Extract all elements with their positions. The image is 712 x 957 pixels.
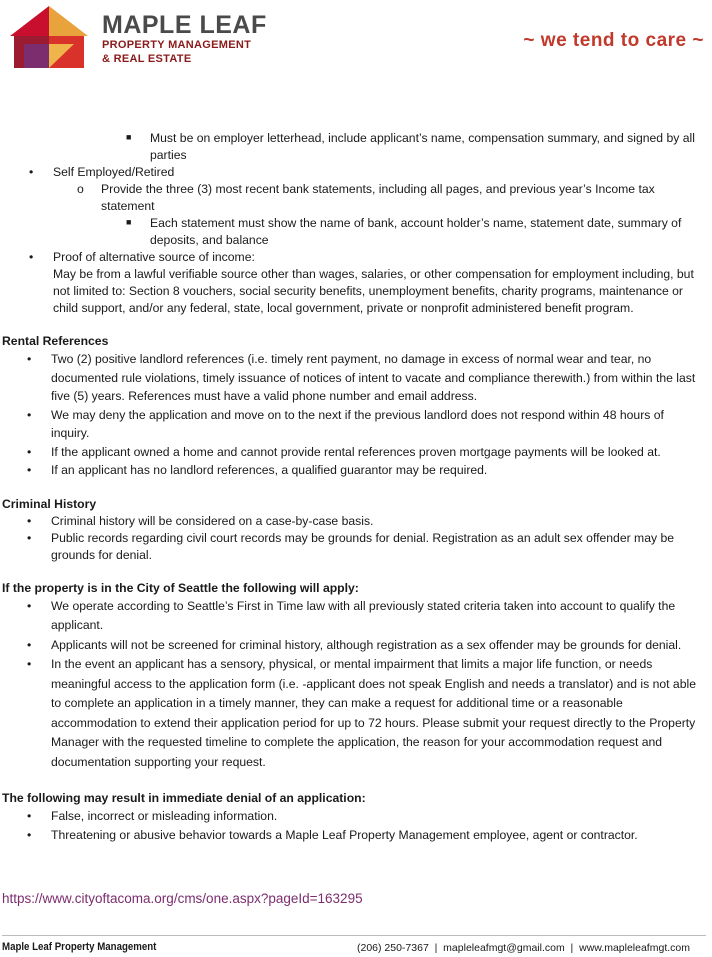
brand-line-2: & REAL ESTATE <box>102 53 192 65</box>
list-item: • False, incorrect or misleading information. <box>2 807 702 826</box>
list-item: • Proof of alternative source of income: May be from a lawful verifiable source other than wages, salaries, or other compensation for employment including, but not limited to: Section 8 vouchers, social security benefits, unemployment benefits, charity programs, maintenance or child support, and/or any federal, state, local government, private or nonprofit administered benefit program. <box>29 250 694 315</box>
letterhead <box>0 0 712 80</box>
brand-block <box>102 12 267 66</box>
list-item: • Self Employed/Retired <box>29 165 175 179</box>
list-item: • We operate according to Seattle’s First in Time law with all previously stated criteria taken into account to qualify the applicant. <box>27 598 676 632</box>
tagline: ~ we tend to care ~ <box>523 30 704 51</box>
list-item: • Criminal history will be considered on a case-by-case basis. <box>27 513 374 528</box>
circle-bullet-icon: o <box>77 182 84 196</box>
bullet-icon: • <box>27 637 32 652</box>
section-heading: If the property is in the City of Seattle the following will apply: <box>2 580 359 595</box>
list-item: ■ Must be on employer letterhead, include applicant’s name, compensation summary, and signed by all parties <box>126 131 695 162</box>
footer-contact: (206) 250-7367 | mapleleafmgt@gmail.com | www.mapleleafmgt.com <box>356 942 690 954</box>
bullet-icon: • <box>27 463 32 477</box>
bullet-icon: • <box>27 657 32 671</box>
reference-link[interactable]: https://www.cityoftacoma.org/cms/one.aspx?pageId=163295 <box>2 891 363 906</box>
maple-leaf-logo-icon <box>10 6 88 70</box>
square-bullet-icon: ■ <box>126 132 132 142</box>
bullet-icon: • <box>27 598 32 613</box>
bullet-icon: • <box>27 530 32 545</box>
list-item: • We may deny the application and move on to the next if the previous landlord does not respond within 48 hours of inquiry. <box>27 407 664 440</box>
document-body <box>2 130 702 845</box>
bullet-icon: • <box>27 513 32 528</box>
footer-divider <box>2 935 706 936</box>
brand-name: MAPLE LEAF <box>102 11 267 39</box>
bullet-icon: • <box>27 352 32 366</box>
section-heading: Rental References <box>2 334 109 348</box>
list-item: • Public records regarding civil court records may be grounds for denial. Registration as an adult sex offender may be grounds for denial. <box>27 530 675 562</box>
bullet-icon: • <box>27 444 32 459</box>
list-item: ■ Each statement must show the name of bank, account holder’s name, statement date, summary of deposits, and balance <box>126 216 682 247</box>
list-item: • If an applicant has no landlord references, a qualified guarantor may be required. <box>2 461 702 480</box>
list-item: o Provide the three (3) most recent bank statements, including all pages, and previous year’s Income tax statement <box>77 182 655 213</box>
section-heading: The following may result in immediate denial of an application: <box>2 791 366 805</box>
list-item: • Two (2) positive landlord references (i.e. timely rent payment, no damage in excess of normal wear and tear, no documented rule violations, timely issuance of notices of intent to vacate and compliance therewith.) from within the last five (5) years. References must have a valid phone number and email address. <box>27 352 696 403</box>
list-item: • Applicants will not be screened for criminal history, although registration as a sex offender may be grounds for denial. <box>2 636 702 656</box>
bullet-icon: • <box>29 250 34 264</box>
bullet-icon: • <box>27 828 32 842</box>
footer-company: Maple Leaf Property Management <box>2 941 157 953</box>
list-item: • If the applicant owned a home and cannot provide rental references proven mortgage payments will be looked at. <box>2 443 702 462</box>
bullet-icon: • <box>27 407 32 422</box>
bullet-icon: • <box>27 809 32 823</box>
brand-line-1: PROPERTY MANAGEMENT <box>102 39 252 51</box>
section-heading: Criminal History <box>2 496 97 511</box>
list-item: • In the event an applicant has a sensory, physical, or mental impairment that limits a major life function, or needs meaningful access to the application form (i.e. -applicant does not speak English and needs a translator) and is not able to complete an application in a timely manner, they can make a request for additional time or a reasonable accommodation to extend their application period for up to 72 hours. Please submit your request directly to the Property Manager with the requested timeline to complete the application, the reason for your accommodation request and documentation supporting your request. <box>27 657 696 769</box>
list-item: • Threatening or abusive behavior towards a Maple Leaf Property Management employee, agent or contractor. <box>2 826 702 845</box>
square-bullet-icon: ■ <box>126 217 132 227</box>
bullet-icon: • <box>29 165 34 179</box>
